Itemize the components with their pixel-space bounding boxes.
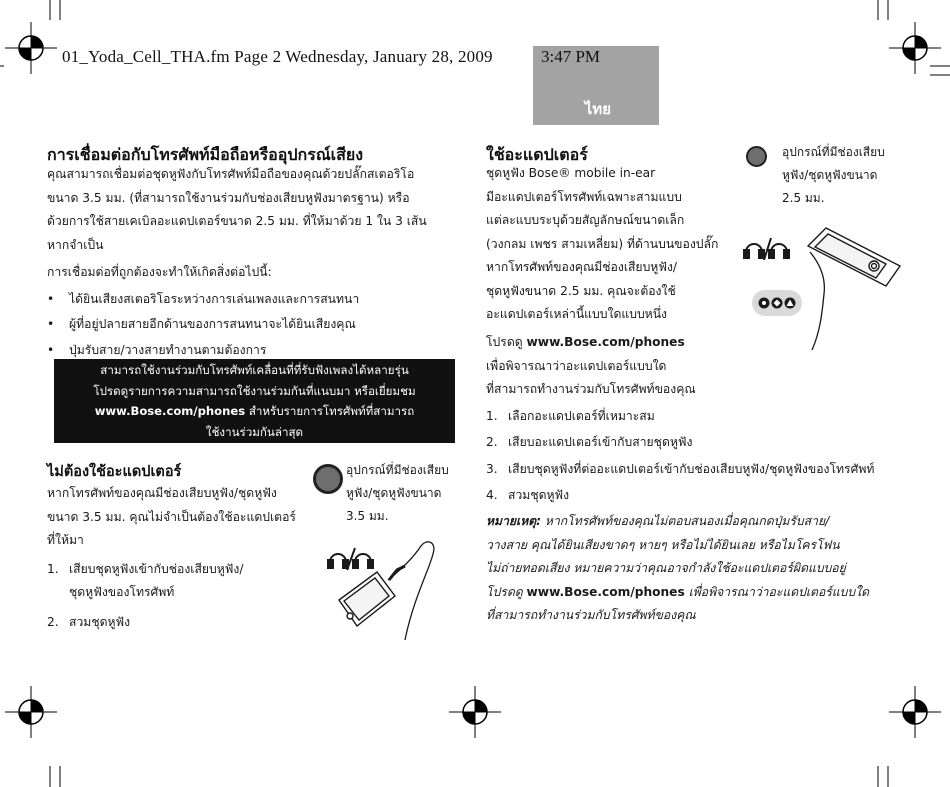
step-text: เลือกอะแดปเตอร์ที่เหมาะสม xyxy=(508,408,655,423)
text-line: ที่สามารถทำงานร่วมกับโทรศัพท์ของคุณ xyxy=(486,608,696,622)
text-line: ชุดหูฟัง Bose® mobile in-ear xyxy=(486,166,656,180)
step-number: 1. xyxy=(486,408,498,423)
bose-phones-link[interactable]: www.Bose.com/phones xyxy=(526,335,685,349)
list-item: • ได้ยินเสียงสเตอริโอระหว่างการเล่นเพลงและการสนทนา xyxy=(47,288,427,312)
list-item: • ผู้ที่อยู่ปลายสายอีกด้านของการสนทนาจะได้ยินเสียงคุณ xyxy=(47,313,427,337)
text-line: คุณสามารถเชื่อมต่อชุดหูฟังกับโทรศัพท์มือถือของคุณด้วยปลั๊กสเตอริโอ xyxy=(47,167,415,181)
text-line: ที่ให้มา xyxy=(47,533,84,547)
text-span: เพื่อพิจารณาว่าอะแดปเตอร์แบบใด xyxy=(684,584,870,599)
language-label: ไทย xyxy=(584,100,611,118)
step-text: เสียบชุดหูฟังที่ต่ออะแดปเตอร์เข้ากับช่องเสียบหูฟัง/ชุดหูฟังของโทรศัพท์ xyxy=(508,461,875,476)
file-header: 01_Yoda_Cell_THA.fm Page 2 Wednesday, January 28, 2009 xyxy=(62,47,493,66)
step-number: 2. xyxy=(47,614,59,629)
step-number: 2. xyxy=(486,435,498,449)
text-line: หากโทรศัพท์ของคุณมีช่องเสียบหูฟัง/ชุดหูฟัง xyxy=(47,486,277,500)
text-line xyxy=(486,331,874,355)
step-number: 1. xyxy=(47,561,59,576)
bose-phones-link[interactable]: www.Bose.com/phones xyxy=(526,584,685,599)
text-line: ไม่ถ่ายทอดเสียง หมายความว่าคุณอาจกำลังใช้อะแดปเตอร์ผิดแบบอยู่ xyxy=(486,561,846,575)
adapter-intro xyxy=(486,162,718,327)
text-line: ชุดหูฟังขนาด 2.5 มม. คุณจะต้องใช้ xyxy=(486,283,676,298)
list-item xyxy=(47,611,296,635)
notice-line: ใช้งานร่วมกันล่าสุด xyxy=(205,424,304,439)
step-number: 4. xyxy=(486,488,498,502)
callout-line: อุปกรณ์ที่มีช่องเสียบ xyxy=(782,145,885,159)
device-dot-icon xyxy=(746,146,767,167)
callout-line: หูฟัง/ชุดหูฟังขนาด xyxy=(346,486,442,500)
text-line xyxy=(486,510,869,534)
steps-list xyxy=(47,558,296,635)
notice-line: สามารถใช้งานร่วมกับโทรศัพท์เคลื่อนที่ที่รับฟังเพลงได้หลายรุ่น xyxy=(100,363,409,377)
bose-phones-link[interactable]: www.Bose.com/phones xyxy=(94,404,246,418)
notice-line: โปรดดูรายการความสามารถใช้งานร่วมกันที่แนบมา หรือเยี่ยมชม xyxy=(93,383,416,398)
notice-line xyxy=(54,401,455,422)
text-line: ที่สามารถทำงานร่วมกับโทรศัพท์ของคุณ xyxy=(486,382,696,396)
step-text: สวมชุดหูฟัง xyxy=(69,614,131,629)
device-callout-35 xyxy=(313,460,463,540)
section-heading: ใช้อะแดปเตอร์ xyxy=(486,145,588,164)
note-label: หมายเหตุ: xyxy=(486,514,542,528)
list-item xyxy=(47,558,296,605)
file-header-time: 3:47 PM xyxy=(541,47,601,66)
step-text: เสียบชุดหูฟังเข้ากับช่องเสียบหูฟัง/ xyxy=(69,561,244,576)
compatibility-notice xyxy=(54,359,455,443)
text-line: ด้วยการใช้สายเคเบิลอะแดปเตอร์ขนาด 2.5 มม. ที่ให้มาด้วย 1 ใน 3 เส้น xyxy=(47,214,427,228)
adapter-steps-list xyxy=(486,405,874,508)
callout-line: 3.5 มม. xyxy=(346,509,389,523)
result-list xyxy=(47,288,427,363)
see-website-paragraph xyxy=(486,331,874,508)
text-line: ขนาด 3.5 มม. คุณไม่จำเป็นต้องใช้อะแดปเตอร์ xyxy=(47,509,296,524)
text-line: เพื่อพิจารณาว่าอะแดปเตอร์แบบใด xyxy=(486,358,667,373)
text-line: มีอะแดปเตอร์โทรศัพท์เฉพาะสามแบบ xyxy=(486,189,682,204)
text-line: ขนาด 3.5 มม. (ที่สามารถใช้งานร่วมกับช่องเสียบหูฟังมาตรฐาน) หรือ xyxy=(47,190,410,205)
notice-text: สำหรับรายการโทรศัพท์ที่สามารถ xyxy=(245,404,415,418)
text-line: (วงกลม เพชร สามเหลี่ยม) ที่ด้านบนของปลั๊ก xyxy=(486,236,719,251)
step-text: ชุดหูฟังของโทรศัพท์ xyxy=(69,585,175,599)
text-span: โปรดดู xyxy=(486,584,527,599)
subsection-text xyxy=(47,482,296,634)
section-heading: การเชื่อมต่อกับโทรศัพท์มือถือหรืออุปกรณ์เสียง xyxy=(47,145,364,164)
device-callout-25 xyxy=(746,142,916,214)
step-text: เสียบอะแดปเตอร์เข้ากับสายชุดหูฟัง xyxy=(508,435,693,449)
callout-line: หูฟัง/ชุดหูฟังขนาด xyxy=(782,168,878,182)
list-item: • ปุ่มรับสาย/วางสายทำงานตามต้องการ xyxy=(47,339,427,363)
list-item xyxy=(486,405,874,429)
step-number: 3. xyxy=(486,461,498,476)
phone-headset-illustration-icon xyxy=(325,540,450,640)
intro-paragraph xyxy=(47,163,427,362)
text-line xyxy=(486,581,869,605)
note-paragraph xyxy=(486,510,869,628)
list-item xyxy=(486,484,874,508)
list-item xyxy=(486,458,874,482)
text-span: หากโทรศัพท์ของคุณไม่ตอบสนองเมื่อคุณกดปุ่มรับสาย/ xyxy=(541,514,830,528)
step-text: สวมชุดหูฟัง xyxy=(508,488,570,502)
callout-line: 2.5 มม. xyxy=(782,191,825,205)
text-span: โปรดดู xyxy=(486,335,527,349)
text-line: อะแดปเตอร์เหล่านี้แบบใดแบบหนึ่ง xyxy=(486,307,667,321)
text-line: หากจำเป็น xyxy=(47,237,104,252)
text-line: หากโทรศัพท์ของคุณมีช่องเสียบหูฟัง/ xyxy=(486,260,678,274)
text-line: แต่ละแบบระบุด้วยสัญลักษณ์ขนาดเล็ก xyxy=(486,213,685,227)
device-dot-icon xyxy=(313,464,343,494)
callout-line: อุปกรณ์ที่มีช่องเสียบ xyxy=(346,463,449,477)
lead-text: การเชื่อมต่อที่ถูกต้องจะทำให้เกิดสิ่งต่อไปนี้: xyxy=(47,265,272,279)
subsection-heading: ไม่ต้องใช้อะแดปเตอร์ xyxy=(47,464,182,480)
text-line: วางสาย คุณได้ยินเสียงขาดๆ หายๆ หรือไม่ได้ยินเลย หรือไมโครโฟน xyxy=(486,537,840,552)
list-item xyxy=(486,431,874,455)
